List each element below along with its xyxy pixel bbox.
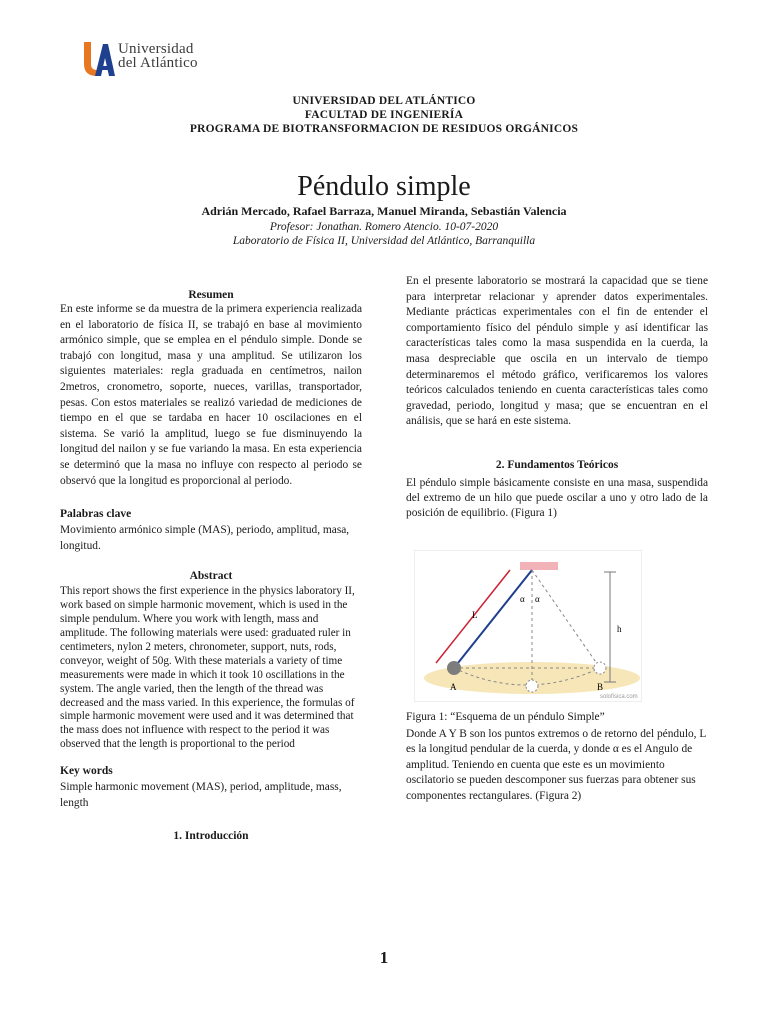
page-number: 1 [379, 948, 389, 967]
figure-description [406, 710, 708, 805]
label-alpha-left: α [520, 594, 525, 604]
label-h: h [617, 624, 622, 634]
left-column [60, 288, 362, 843]
resumen-text: En este informe se da muestra de la primera experiencia realizada en el laboratorio de física II, se trabajó en base al movimiento armónico simple, que se emplea en el péndulo simple. Donde se trabajó con longitud, masa y una amplitud. Se utilizaron los siguientes materiales: regla graduada en centímetros, nailon 2metros, cronometro, soporte, nueces, varillas, transportador, pesas. Con estos materiales se realizó variedad de mediciones de tiempo en el que se tardaba en hacer 10 oscilaciones en el sistema. Se varió la amplitud, luego se fue disminuyendo la longitud del nailon y se fue variando la masa. En esta experiencia se determinó que la masa no influye con respecto al periodo se observó que la longitud es proporcional al periodo. [60, 303, 362, 487]
label-l: L [472, 610, 478, 620]
keywords-heading: Key words [60, 765, 113, 778]
fundamentos-text: El péndulo simple básicamente consiste en una masa, suspendida del extremo de un hilo que puede oscilar a uno y otro lado de la posición de equilibrio. (Figura 1) [406, 476, 708, 519]
pendulum-figure [414, 550, 642, 702]
professor-date: Profesor: Jonathan. Romero Atencio. 10-07-2020 [269, 221, 499, 233]
lab-affiliation: Laboratorio de Física II, Universidad del Atlántico, Barranquilla [232, 235, 536, 247]
palabras-clave-text: Movimiento armónico simple (MAS), periodo, amplitud, masa, longitud. [60, 524, 350, 552]
header-university: UNIVERSIDAD DEL ATLÁNTICO [292, 95, 476, 107]
intro-heading: 1. Introducción [173, 830, 249, 843]
figure-watermark: solofisica.com [600, 694, 638, 700]
keywords-text: Simple harmonic movement (MAS), period, amplitude, mass, length [60, 781, 342, 809]
palabras-clave-heading: Palabras clave [60, 508, 132, 521]
pivot-support [520, 562, 558, 570]
label-alpha-right: α [535, 594, 540, 604]
pendulum-mass-a [447, 661, 461, 675]
intro-text: En el presente laboratorio se mostrará la capacidad que se tiene para interpretar relacionar y aprender datos experimentales. Mediante prácticas experimentales con el fin de entender el comportamiento físico del péndulo simple y así identificar las características tales como la masa suspendida en la cuerda, la masa despreciable que oscila en un intervalo de tiempo determinaremos el método gráfico, verificaremos los valores teóricos calculados teniendo en cuenta características tales como gravedad, periodo, longitud y masa; que se encuentran en el análisis, que se hará en este sistema. [406, 275, 708, 428]
header-program: PROGRAMA DE BIOTRANSFORMACION DE RESIDUOS ORGÁNICOS [189, 123, 579, 135]
pendulum-mass-bottom [526, 680, 538, 692]
resumen-heading: Resumen [188, 289, 234, 301]
university-logo [82, 40, 212, 80]
figure-caption: Figura 1: “Esquema de un péndulo Simple” [406, 711, 605, 723]
authors: Adrián Mercado, Rafael Barraza, Manuel Miranda, Sebastián Valencia [201, 204, 567, 218]
logo-line-1: Universidad [118, 41, 194, 57]
pendulum-mass-b [594, 662, 606, 674]
fundamentos-heading: 2. Fundamentos Teóricos [495, 458, 619, 471]
university-logo-text [118, 42, 198, 70]
abstract-heading: Abstract [189, 570, 233, 583]
logo-line-2: del Atlántico [118, 55, 198, 71]
label-a: A [450, 682, 457, 692]
header-faculty: FACULTAD DE INGENIERÍA [304, 109, 464, 121]
right-column [406, 274, 708, 521]
paper-title: Péndulo simple [297, 171, 471, 202]
university-logo-icon [82, 40, 116, 78]
label-b: B [597, 682, 604, 692]
abstract-text: This report shows the first experience in the physics laboratory II, work based on simple harmonic movement, which is used in the simple pendulum. Where you work with length, mass and amplitude. The following materials were used: graduated ruler in centimeters, nylon 2 meters, chronometer, support, nuts, rods, conveyor, weight of 50g. With these materials a variety of time measurements were made in which it took 10 oscillations in the system. The angle varied, then the length of the thread was decreased and the mass varied. In this experience, the formulas of simple harmonic movement were used and it was determined that the mass does not influence with respect to the period it was observed that the length is proportional to the period [60, 585, 355, 751]
figure-text: Donde A Y B son los puntos extremos o de retorno del péndulo, L es la longitud pendular de la cuerda, y donde α es el Angulo de amplitud. Teniendo en cuenta que este es un movimiento oscilatorio se pueden descomponer sus fuerzas para obtener sus componentes rectangulares. (Figura 2) [406, 727, 706, 802]
